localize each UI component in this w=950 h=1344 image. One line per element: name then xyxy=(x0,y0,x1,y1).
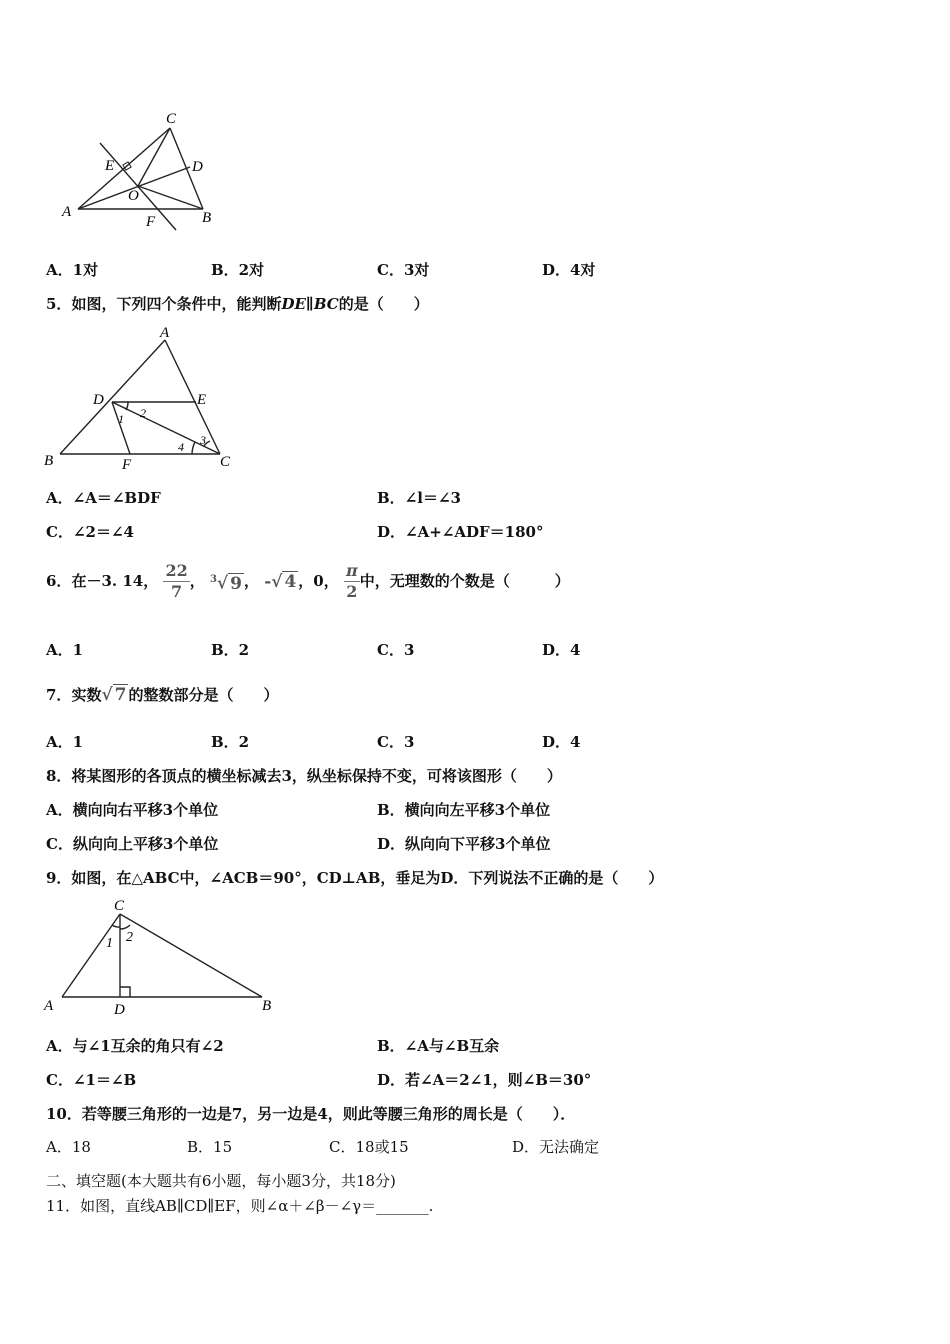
q9-option-b[interactable]: B．∠A与∠B互余 xyxy=(377,1037,500,1055)
q4-label-f: F xyxy=(146,214,156,230)
q5-label-a: A xyxy=(160,325,170,341)
q6-option-d[interactable]: D．4 xyxy=(542,641,581,659)
q8-option-a[interactable]: A．横向向右平移3个单位 xyxy=(46,801,219,819)
q5-label-d: D xyxy=(93,392,104,408)
q9-option-c[interactable]: C．∠1＝∠B xyxy=(46,1071,137,1089)
q6-option-b[interactable]: B．2 xyxy=(211,641,250,659)
q9-label-a: A xyxy=(44,998,54,1014)
q5-option-d[interactable]: D．∠A+∠ADF＝180° xyxy=(377,523,544,541)
q4-label-c: C xyxy=(166,111,177,127)
q8-option-b[interactable]: B．横向向左平移3个单位 xyxy=(377,801,551,819)
q5-option-c[interactable]: C．∠2＝∠4 xyxy=(46,523,134,541)
q6-fraction-22-7: $\frac{22}{7}$ xyxy=(165,561,188,602)
q4-option-d[interactable]: D．4对 xyxy=(542,261,596,279)
q9-figure xyxy=(40,892,285,1022)
q6-zero: ，0， xyxy=(298,571,339,590)
q8-option-d[interactable]: D．纵向向下平移3个单位 xyxy=(377,835,551,853)
q5-number: 5． xyxy=(46,295,72,313)
q5-label-b: B xyxy=(44,453,54,469)
q11-stem: 11．如图，直线AB∥CD∥EF，则∠α＋∠β－∠γ＝_______. xyxy=(46,1197,434,1215)
section-heading: 二、填空题(本大题共有6小题，每小题3分，共18分) xyxy=(46,1172,396,1190)
q7-option-d[interactable]: D．4 xyxy=(542,733,581,751)
q7-sqrt: √ 7 xyxy=(101,685,127,705)
q5-angle-4: 4 xyxy=(178,440,184,454)
q5-stem-var: DE∥BC xyxy=(281,295,339,313)
q5-label-f: F xyxy=(122,457,132,472)
q6-neg-sqrt: -√ 4 xyxy=(264,571,297,592)
q5-option-b[interactable]: B．∠l＝∠3 xyxy=(377,489,461,507)
q5-stem xyxy=(46,294,429,314)
q7-option-b[interactable]: B．2 xyxy=(211,733,250,751)
q8-option-c[interactable]: C．纵向向上平移3个单位 xyxy=(46,835,219,853)
q10-option-b[interactable]: B．15 xyxy=(187,1138,233,1156)
q6-option-a[interactable]: A．1 xyxy=(46,641,84,659)
q7-pre: 实数 xyxy=(71,686,102,704)
q6-sep1: ， xyxy=(189,571,205,590)
q4-label-o: O xyxy=(128,188,139,204)
q10-option-a[interactable]: A．18 xyxy=(46,1138,91,1156)
q6-pre: 在－3. 14， xyxy=(71,571,159,590)
q4-label-b: B xyxy=(202,210,212,226)
q6-number: 6． xyxy=(46,571,72,590)
q4-option-c[interactable]: C．3对 xyxy=(377,261,430,279)
q5-angle-2: 2 xyxy=(140,406,146,420)
q5-figure xyxy=(40,322,240,472)
q9-stem: 9．如图，在△ABC中，∠ACB＝90°，CD⊥AB，垂足为D．下列说法不正确的是（ ） xyxy=(46,869,664,887)
q10-option-d[interactable]: D．无法确定 xyxy=(512,1138,600,1156)
q7-stem xyxy=(46,676,279,714)
q4-option-b[interactable]: B．2对 xyxy=(211,261,265,279)
q5-angle-1: 1 xyxy=(118,412,124,426)
q9-label-c: C xyxy=(114,898,125,914)
q9-label-d: D xyxy=(114,1002,125,1018)
q9-option-a[interactable]: A．与∠1互余的角只有∠2 xyxy=(46,1037,224,1055)
q4-figure xyxy=(58,108,228,232)
q5-stem-post: 的是（ ） xyxy=(338,295,429,313)
q9-label-b: B xyxy=(262,998,272,1014)
q4-option-a[interactable]: A．1对 xyxy=(46,261,99,279)
q10-stem: 10．若等腰三角形的一边是7，另一边是4，则此等腰三角形的周长是（ ）． xyxy=(46,1105,576,1123)
q6-sep2: ， xyxy=(243,571,259,590)
q6-fraction-pi-2: $\frac{\pi}{2}$ xyxy=(345,561,358,602)
q9-angle-1: 1 xyxy=(106,936,113,951)
q5-stem-pre: 如图，下列四个条件中，能判断 xyxy=(71,295,282,313)
q7-option-c[interactable]: C．3 xyxy=(377,733,415,751)
q4-label-a: A xyxy=(62,204,72,220)
q4-label-d: D xyxy=(192,159,203,175)
q6-option-c[interactable]: C．3 xyxy=(377,641,415,659)
q6-post: 中，无理数的个数是（ ） xyxy=(359,571,570,590)
q5-angle-3: 3 xyxy=(200,433,206,447)
q5-label-c: C xyxy=(220,454,231,470)
q7-post: 的整数部分是（ ） xyxy=(128,686,279,704)
q6-stem xyxy=(46,556,570,608)
q8-stem: 8．将某图形的各顶点的横坐标减去3，纵坐标保持不变，可将该图形（ ） xyxy=(46,767,562,785)
q7-option-a[interactable]: A．1 xyxy=(46,733,84,751)
q9-option-d[interactable]: D．若∠A＝2∠1，则∠B＝30° xyxy=(377,1071,592,1089)
q9-angle-2: 2 xyxy=(126,930,133,945)
q5-label-e: E xyxy=(197,392,207,408)
q6-cube-root: $^3$√ 9 xyxy=(209,573,242,594)
q10-option-c[interactable]: C．18或15 xyxy=(329,1138,409,1156)
q5-option-a[interactable]: A．∠A＝∠BDF xyxy=(46,489,161,507)
q7-number: 7． xyxy=(46,686,72,704)
q4-label-e: E xyxy=(105,158,115,174)
